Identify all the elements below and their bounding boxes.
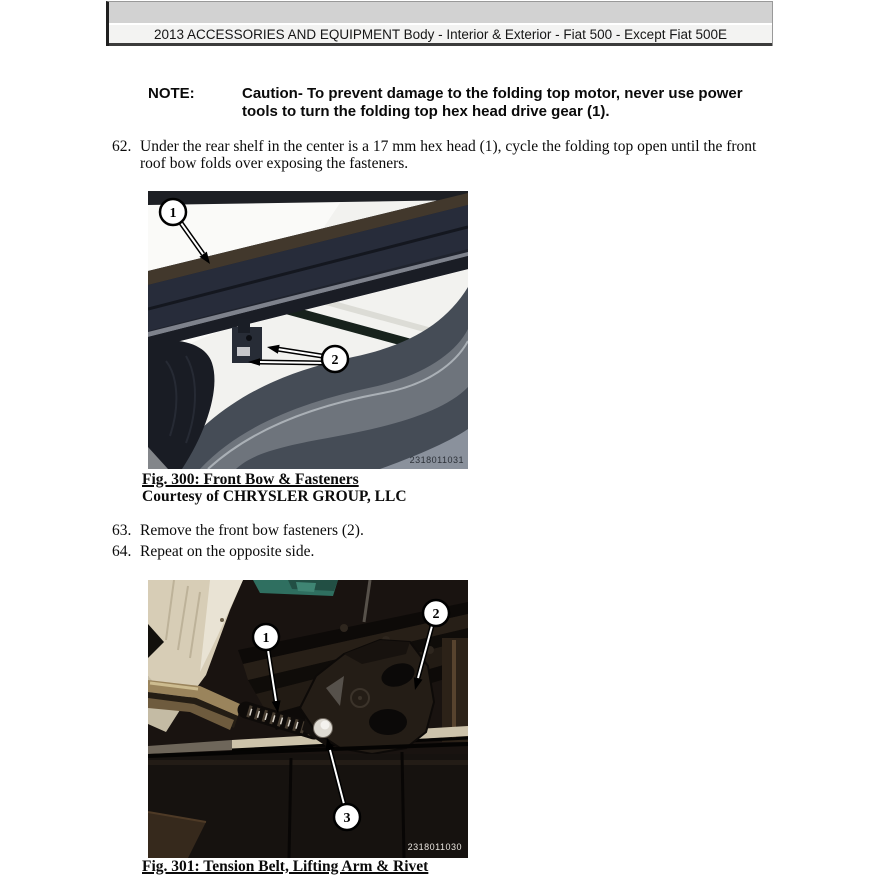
step-63 [112,522,774,539]
fig2-callout-3 [334,804,360,830]
figure-300-caption-block [142,472,407,505]
figure-301-photo [148,580,468,858]
step-text: Under the rear shelf in the center is a 17 mm hex head (1), cycle the folding top open until the front roof bow folds over exposing the fasteners. [140,138,757,172]
figure-301-caption-block [142,859,428,876]
note-caution-text: Caution- To prevent damage to the folding top motor, never use power tools to turn the folding top hex head drive gear (1). [242,85,743,120]
step-text: Repeat on the opposite side. [140,543,315,560]
step-number: 63. [112,522,132,539]
step-text: Remove the front bow fasteners (2). [140,522,364,539]
fig1-callout-2 [322,346,348,372]
figure-courtesy: Courtesy of CHRYSLER GROUP, LLC [142,487,407,505]
tension-belt-photo [148,580,468,858]
photo-id: 2318011031 [409,455,464,465]
front-bow-photo [148,191,468,469]
document-header [106,1,773,46]
svg-text:1: 1 [169,206,177,221]
fig1-callout-1 [160,199,186,225]
note-label: NOTE: [148,85,195,102]
step-number: 64. [112,543,132,560]
figure-caption: Fig. 300: Front Bow & Fasteners [142,471,359,488]
figure-caption: Fig. 301: Tension Belt, Lifting Arm & Rivet [142,858,429,875]
figure-300-photo [148,191,468,469]
fig2-callout-1 [253,624,279,650]
header-blank-row [109,2,772,25]
svg-text:1: 1 [262,631,270,646]
lower-panels [148,744,468,858]
photo-id: 2318011030 [407,842,462,852]
header-title: 2013 ACCESSORIES AND EQUIPMENT Body - Interior & Exterior - Fiat 500 - Except Fiat 500E [109,25,772,46]
step-64 [112,543,774,560]
fig2-callout-2 [423,600,449,626]
rivet [314,719,333,738]
step-number: 62. [112,138,132,155]
svg-text:2: 2 [331,353,339,368]
svg-text:3: 3 [343,811,351,826]
step-62 [112,138,774,172]
svg-text:2: 2 [432,607,440,622]
